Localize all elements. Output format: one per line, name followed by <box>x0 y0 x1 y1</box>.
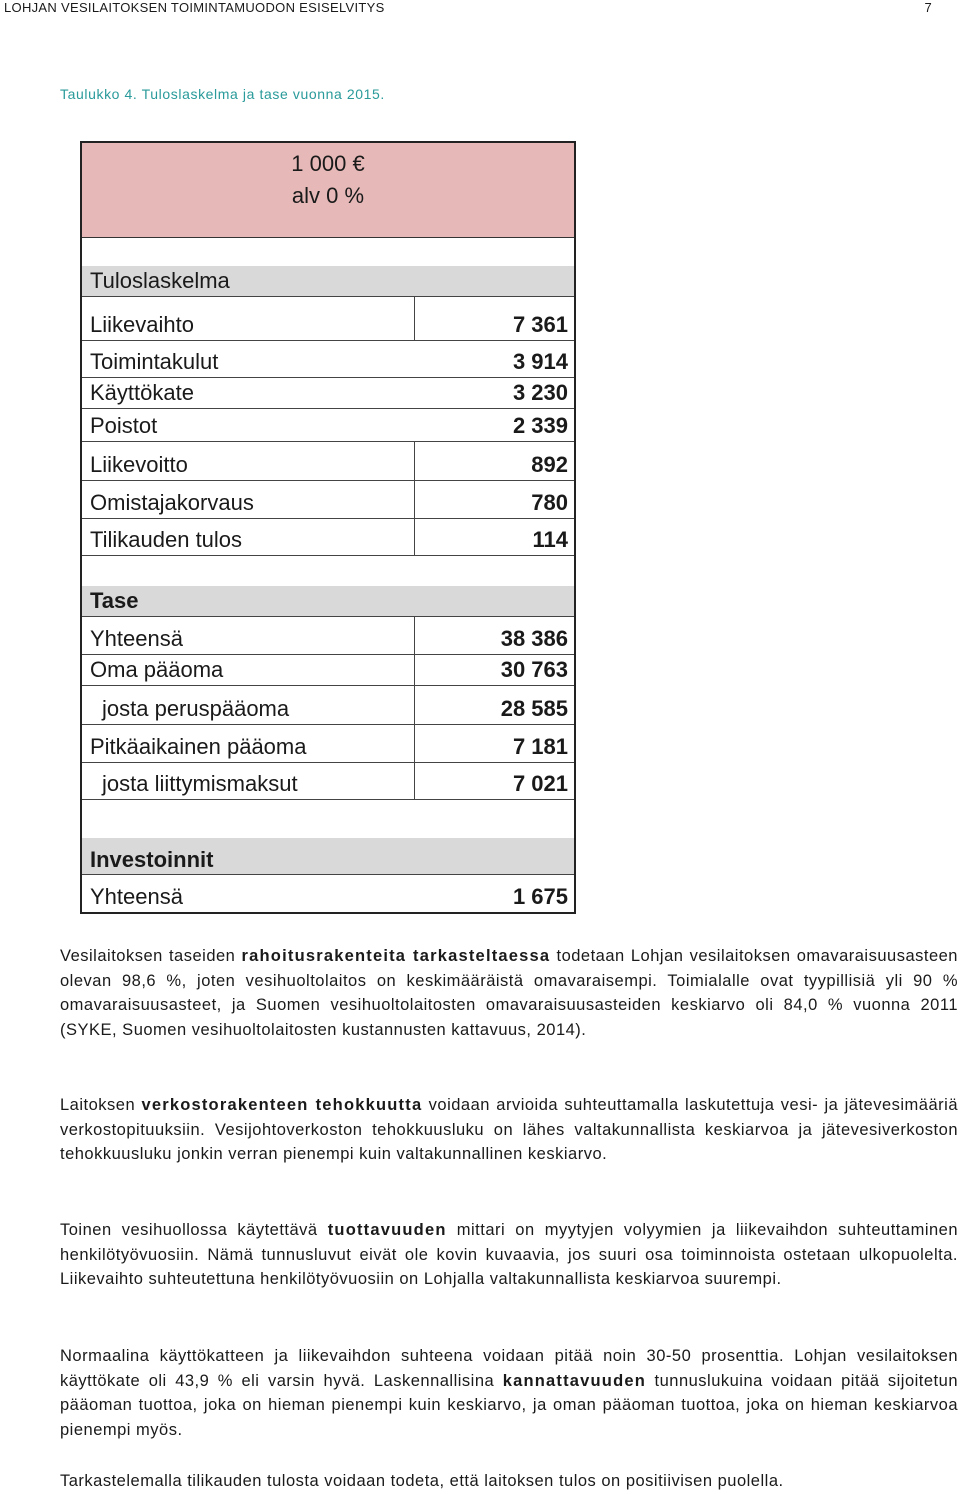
row-value: 3 914 <box>512 349 568 374</box>
row-label: Omistajakorvaus <box>90 490 254 515</box>
page-header <box>4 0 940 16</box>
table-row <box>82 441 574 480</box>
table-row <box>82 685 574 724</box>
row-value: 114 <box>532 527 568 552</box>
row-value: 7 361 <box>512 312 568 337</box>
table-row <box>82 408 574 441</box>
table-row <box>82 616 574 654</box>
page-number: 7 <box>924 0 932 15</box>
row-label: Tilikauden tulos <box>90 527 243 552</box>
table-row <box>82 480 574 518</box>
row-value: 892 <box>531 452 568 477</box>
emphasis: kannattavuuden <box>502 1371 647 1390</box>
row-label: josta peruspääoma <box>102 696 290 721</box>
table-caption: Taulukko 4. Tuloslaskelma ja tase vuonna 2015. <box>60 86 385 102</box>
table-row <box>82 762 574 800</box>
document-title: LOHJAN VESILAITOKSEN TOIMINTAMUODON ESISELVITYS <box>4 0 385 15</box>
row-value: 3 230 <box>512 380 568 405</box>
row-label: josta liittymismaksut <box>102 771 298 796</box>
paragraph-result: Tarkastelemalla tilikauden tulosta voidaan todeta, että laitoksen tulos on positiivisen puolella. <box>60 1472 784 1490</box>
emphasis: tuottavuuden <box>327 1221 447 1239</box>
row-value: 38 386 <box>500 626 568 651</box>
row-value: 7 021 <box>512 771 568 796</box>
unit-vat: alv 0 % <box>291 183 365 208</box>
row-label: Toimintakulut <box>90 349 219 374</box>
section-income-statement: Tuloslaskelma <box>82 266 574 296</box>
table-row <box>82 340 574 377</box>
table-row <box>82 296 574 340</box>
row-label: Käyttökate <box>90 380 194 405</box>
paragraph-profitability: Normaalina käyttökatteen ja liikevaihdon suhteena voidaan pitää noin 30-50 prosenttia. Lohjan vesilaitoksen käyttökate oli 43,9 % eli varsin hyvä. Laskennallisina kannattavuuden tunnuslukuina voidaan pitää sijoitetun pääoman tuottoa, joka on hieman pienempi kuin keskiarvo, ja oman pääoman tuottoa, joka on hieman keskiarvoa pienempi myös. <box>60 1347 958 1439</box>
emphasis: verkostorakenteen tehokkuutta <box>141 1096 423 1114</box>
row-value: 2 339 <box>512 413 568 438</box>
paragraph-productivity: Toinen vesihuollossa käytettävä tuottavuuden mittari on myytyjen volyymien ja liikevaihdon suhteuttaminen henkilötyövuosiin. Nämä tunnusluvut eivät ole kovin kuvaavia, jos suuri osa toiminnoista ostetaan ulkopuolelta. Liikevaihto suhteutettuna henkilötyövuosiin on Lohjalla valtakunnallista keskiarvoa suurempi. <box>60 1221 959 1288</box>
financial-table <box>80 141 576 914</box>
section-balance-sheet: Tase <box>82 586 574 616</box>
row-label: Liikevaihto <box>90 312 194 337</box>
row-label: Yhteensä <box>90 626 183 651</box>
table-row <box>82 518 574 556</box>
row-value: 7 181 <box>512 734 568 759</box>
row-value: 30 763 <box>500 657 568 682</box>
row-label: Poistot <box>90 413 158 438</box>
section-investments: Investoinnit <box>82 838 574 874</box>
table-row <box>82 874 574 912</box>
row-label: Liikevoitto <box>90 452 188 477</box>
table-row <box>82 377 574 408</box>
row-label: Yhteensä <box>90 884 183 909</box>
table-row <box>82 654 574 685</box>
paragraph-financing: Vesilaitoksen taseiden rahoitusrakenteita tarkasteltaessa todetaan Lohjan vesilaitoksen omavaraisuusasteen olevan 98,6 %, joten vesihuoltolaitos on keskimääräistä omavaraisempi. Toimialalle ovat tyypillisiä yli 90 % omavaraisuusasteet, ja Suomen vesihuoltolaitosten omavaraisuusasteiden keskiarvo oli 84,0 % vuonna 2011 (SYKE, Suomen vesihuoltolaitosten kustannusten kattavuus, 2014). <box>60 947 958 1039</box>
unit-currency: 1 000 € <box>291 151 365 176</box>
paragraph-network-efficiency: Laitoksen verkostorakenteen tehokkuutta voidaan arvioida suhteuttamalla laskutettuja vesi- ja jätevesimääriä verkostopituuksiin. Vesijohtoverkoston tehokkuusluku on lähes valtakunnallista keskiarvoa ja jätevesiverkoston tehokkuusluku jonkin verran pienempi kuin valtakunnallinen keskiarvo. <box>60 1096 958 1163</box>
table-unit-header <box>82 143 574 238</box>
row-label: Oma pääoma <box>90 657 224 682</box>
row-label: Pitkäaikainen pääoma <box>90 734 307 759</box>
row-value: 780 <box>531 490 568 515</box>
row-value: 28 585 <box>500 696 568 721</box>
row-value: 1 675 <box>512 884 568 909</box>
table-row <box>82 724 574 762</box>
emphasis: rahoitusrakenteita tarkasteltaessa <box>241 947 551 965</box>
